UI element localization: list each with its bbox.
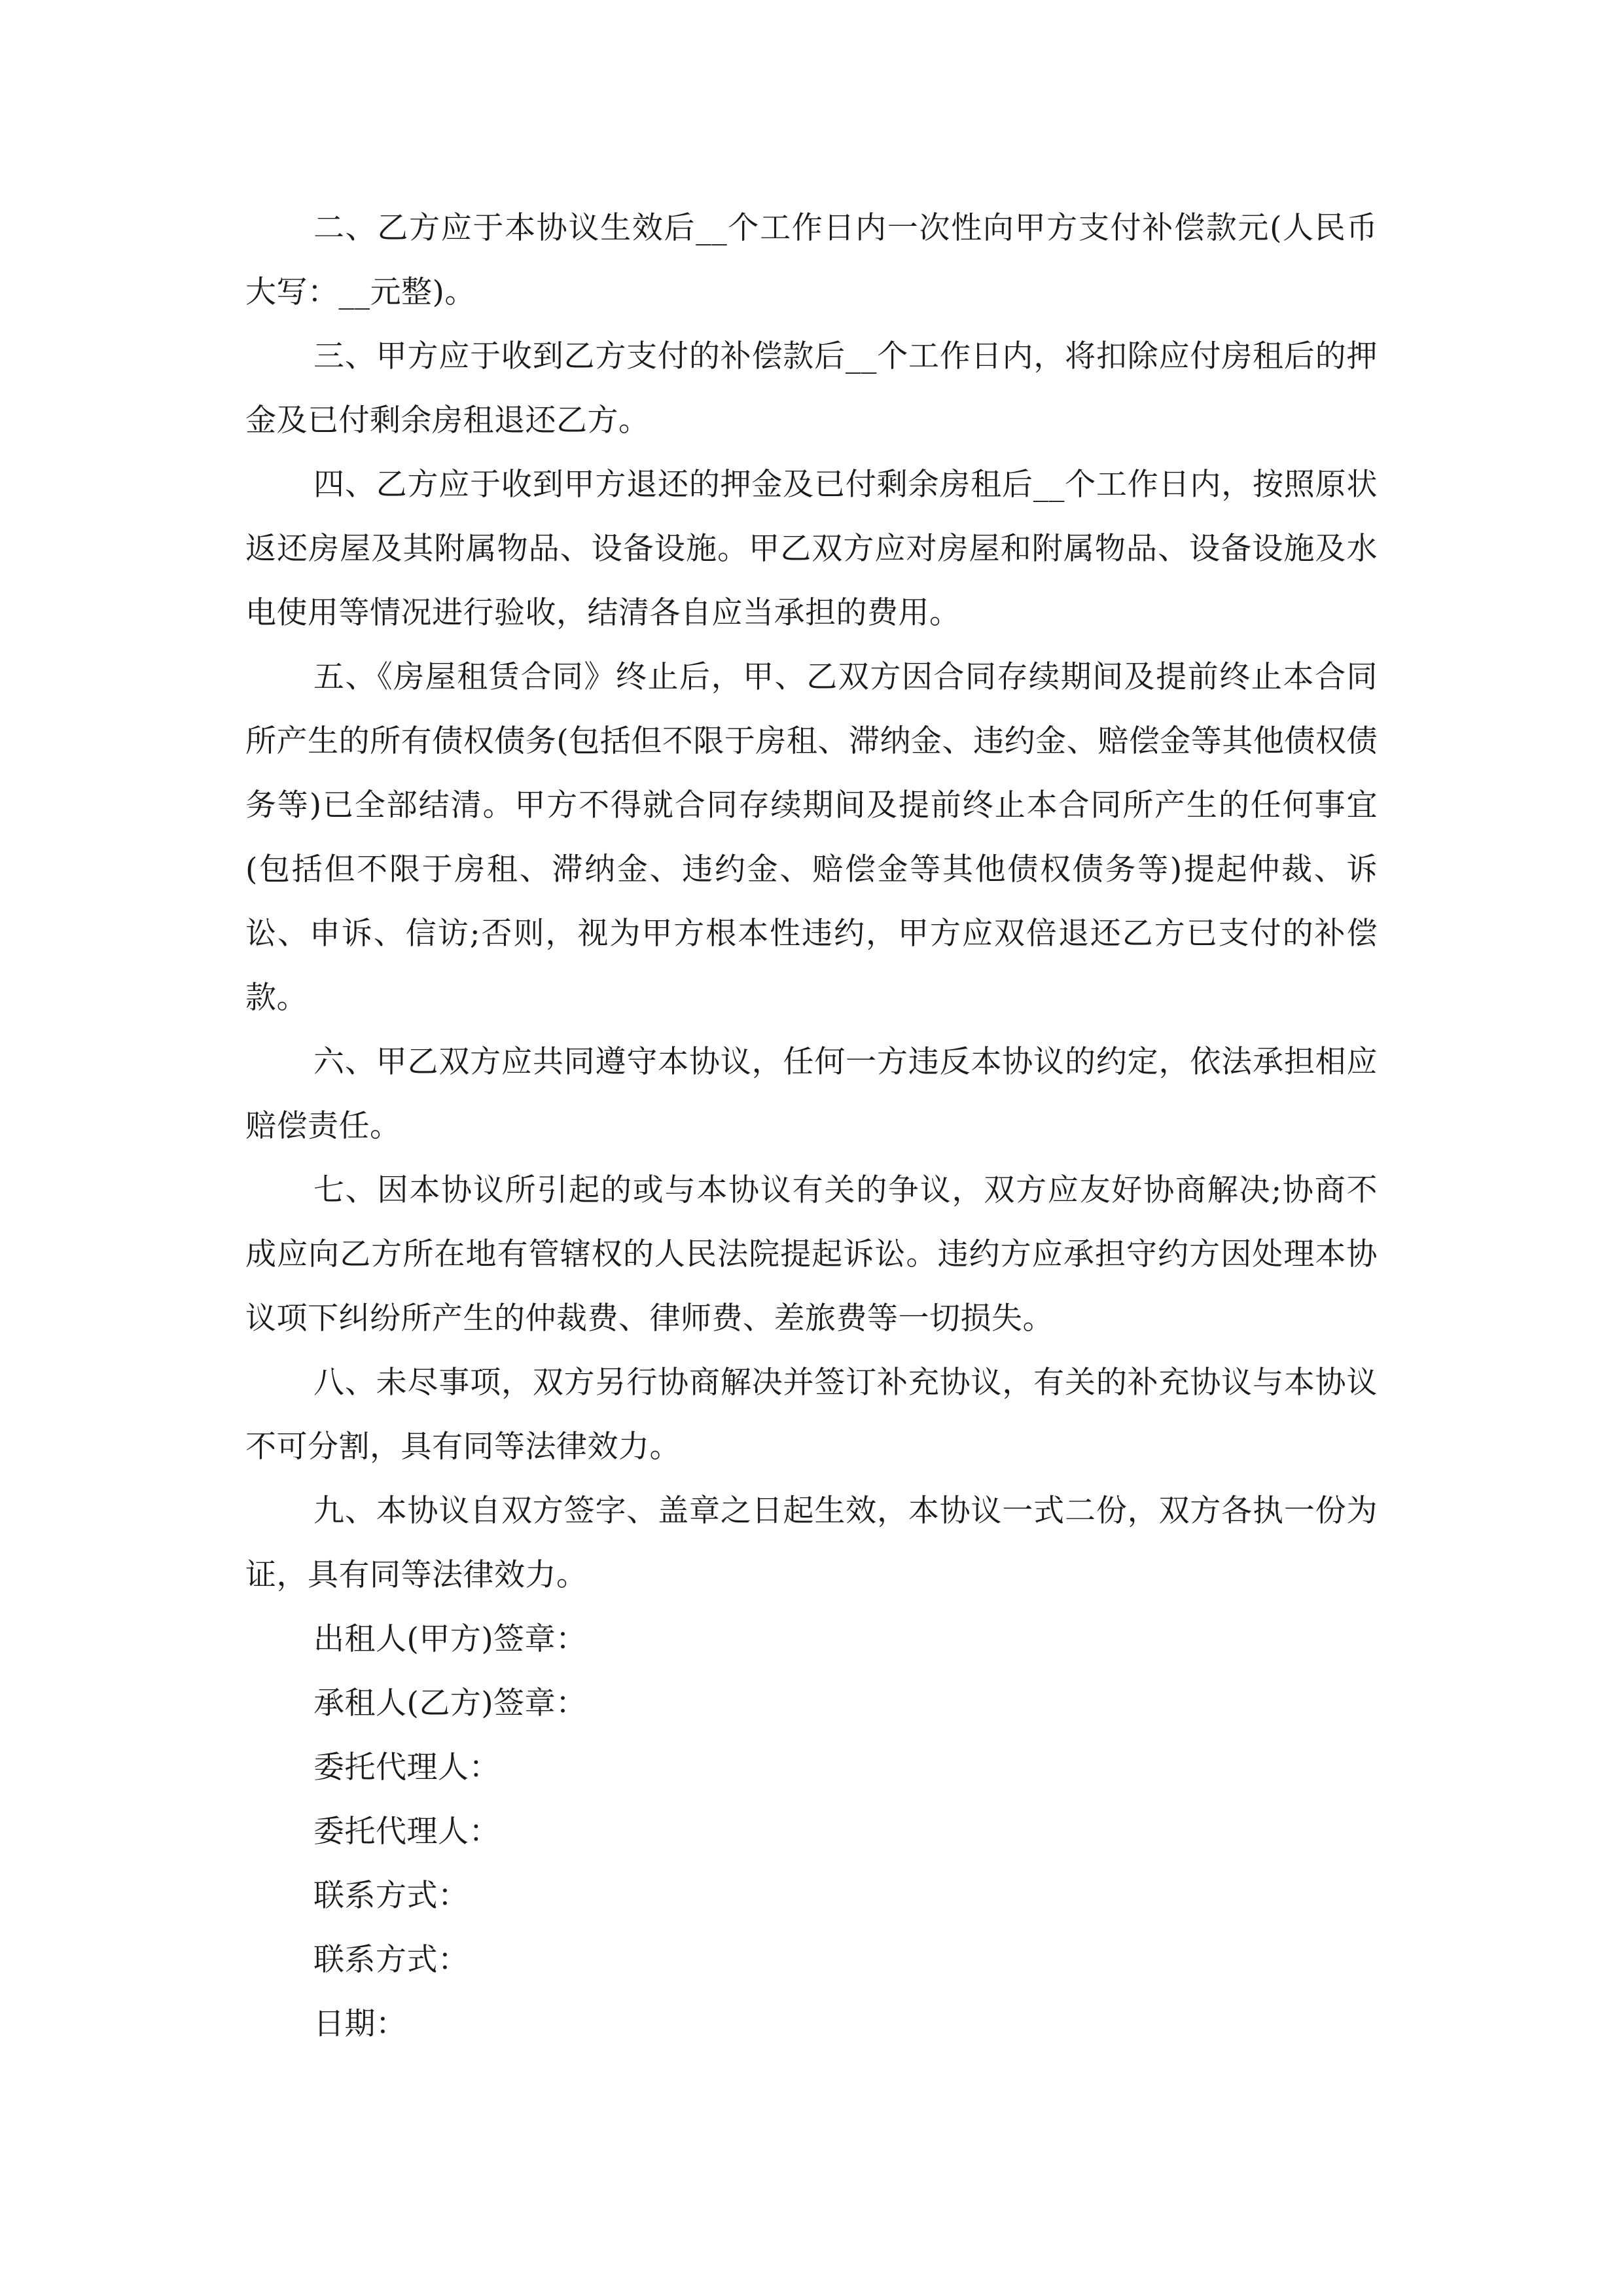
- clause-8: 八、未尽事项，双方另行协商解决并签订补充协议，有关的补充协议与本协议不可分割，具有同等法律效力。: [245, 1365, 1378, 1465]
- clause-3: 三、甲方应于收到乙方支付的补偿款后__个工作日内，将扣除应付房租后的押金及已付剩余房租退还乙方。: [245, 338, 1378, 439]
- clause-9: 九、本协议自双方签字、盖章之日起生效，本协议一式二份，双方各执一份为证，具有同等法律效力。: [245, 1493, 1378, 1593]
- document-body: [245, 196, 1378, 2056]
- contact-line-2: 联系方式：: [313, 1942, 469, 1978]
- lessee-signature-line: 承租人(乙方)签章：: [313, 1685, 587, 1721]
- date-line: 日期：: [313, 2006, 407, 2042]
- clause-4: 四、乙方应于收到甲方退还的押金及已付剩余房租后__个工作日内，按照原状返还房屋及其附属物品、设备设施。甲乙双方应对房屋和附属物品、设备设施及水电使用等情况进行验收，结清各自应当承担的费用。: [245, 467, 1378, 631]
- agent-line-1: 委托代理人：: [313, 1749, 500, 1785]
- clause-7: 七、因本协议所引起的或与本协议有关的争议，双方应友好协商解决;协商不成应向乙方所在地有管辖权的人民法院提起诉讼。违约方应承担守约方因处理本协议项下纠纷所产生的仲裁费、律师费、差旅费等一切损失。: [245, 1172, 1378, 1336]
- clause-5: 五、《房屋租赁合同》终止后，甲、乙双方因合同存续期间及提前终止本合同所产生的所有债权债务(包括但不限于房租、滞纳金、违约金、赔偿金等其他债权债务等)已全部结清。甲方不得就合同存续期间及提前终止本合同所产生的任何事宜(包括但不限于房租、滞纳金、违约金、赔偿金等其他债权债务等)提起仲裁、诉讼、申诉、信访;否则，视为甲方根本性违约，甲方应双倍退还乙方已支付的补偿款。: [245, 659, 1378, 1016]
- agent-line-2: 委托代理人：: [313, 1814, 500, 1850]
- contact-line-1: 联系方式：: [313, 1878, 469, 1914]
- clause-2: 二、乙方应于本协议生效后__个工作日内一次性向甲方支付补偿款元(人民币大写：__元整)。: [245, 210, 1378, 310]
- clause-6: 六、甲乙双方应共同遵守本协议，任何一方违反本协议的约定，依法承担相应赔偿责任。: [245, 1044, 1378, 1144]
- lessor-signature-line: 出租人(甲方)签章：: [313, 1621, 587, 1657]
